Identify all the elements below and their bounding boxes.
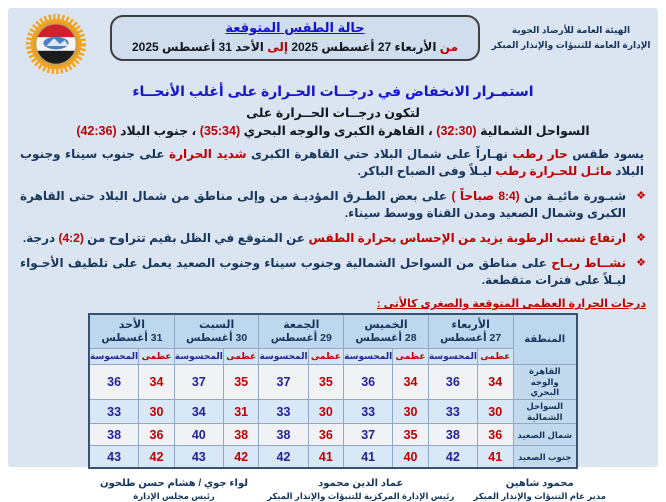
day-column-header (259, 314, 344, 349)
max-temp-cell: 35 (308, 365, 344, 400)
text-run: السواحل الشمالية (476, 124, 590, 138)
felt-temp-cell: 42 (259, 446, 308, 469)
max-temp-cell: 41 (477, 446, 513, 469)
max-temp-cell: 35 (223, 365, 259, 400)
max-temp-cell: 36 (139, 424, 175, 446)
max-subheader: عظمى (393, 349, 429, 365)
day-column-header (174, 314, 259, 349)
felt-subheader: المحسوسة (344, 349, 393, 365)
bullet-text (20, 189, 626, 220)
signature-chairman (100, 478, 248, 502)
signatures-footer (14, 469, 652, 502)
forecast-bullet-fog (14, 188, 652, 222)
felt-temp-cell: 38 (259, 424, 308, 446)
org-department: الإدارة العامة للتنبؤات والإنذار المبكر (491, 40, 651, 51)
felt-temp-cell: 33 (89, 400, 139, 424)
forecast-bullet-humidity (14, 230, 652, 247)
logo-container (14, 13, 98, 76)
text-run: (42:36) (76, 124, 117, 138)
day-name: الخميس (364, 318, 408, 331)
felt-temp-cell: 43 (89, 446, 139, 469)
max-temp-cell: 38 (223, 424, 259, 446)
felt-temp-cell: 33 (259, 400, 308, 424)
region-cell: شمال الصعيد (513, 424, 577, 446)
text-run: عن المتوقع في الظل بقيم تتراوح من (83, 231, 309, 246)
max-temp-cell: 34 (477, 365, 513, 400)
text-run: شبـورة مائيـة من (519, 189, 626, 204)
ema-sun-emblem-icon (24, 14, 88, 76)
felt-temp-cell: 38 (89, 424, 139, 446)
max-temp-cell: 30 (393, 400, 429, 424)
day-name: الأحد (118, 318, 145, 331)
day-date: 29 أغسطس (270, 332, 332, 345)
text-run: إلى (263, 40, 288, 54)
forecast-details (14, 146, 652, 289)
text-run: (8:4 صباحاً ) (451, 189, 520, 204)
signature-name: عماد الدين محمود (318, 478, 404, 490)
felt-temp-cell: 37 (259, 365, 308, 400)
table-row (89, 446, 577, 469)
table-subheader-row (89, 349, 577, 365)
max-temp-cell: 30 (139, 400, 175, 424)
text-run: ارتفاع نسب الرطوبة يزيد من الإحساس بحرارة الطقس (308, 231, 626, 246)
text-run: على بعض الطـرق المؤديـة من وإلى مناطق من شمال البلاد حتى القاهرة الكبرى وشمال الصعيد ومدن القناة ووسط سيناء. (20, 189, 626, 221)
text-run: الأربعاء 27 أغسطس 2025 (287, 40, 437, 54)
max-temp-cell: 36 (477, 424, 513, 446)
signature-title: رئيس مجلس الإدارة (133, 491, 215, 502)
day-column-header (428, 314, 513, 349)
bullet-text (23, 231, 626, 245)
text-run: على جنوب سيناء وجنوب البلاد (20, 147, 644, 179)
text-run: مائـل للحـرارة رطب (495, 164, 612, 179)
signature-title: مدير عام التنبؤات والإنذار المبكر (473, 491, 606, 502)
max-subheader: عظمى (139, 349, 175, 365)
signature-director (473, 478, 606, 502)
table-row (89, 400, 577, 424)
signature-name: لواء جوي / هشام حسن طلحون (100, 478, 248, 490)
diamond-bullet-icon: ❖ (636, 190, 646, 203)
main-headline: استمـرار الانخفاض في درجــات الحـرارة على أغلب الأنحــاء (132, 83, 534, 99)
max-subheader: عظمى (223, 349, 259, 365)
org-name: الهيئة العامة للأرصاد الجوية (511, 25, 631, 35)
felt-subheader: المحسوسة (89, 349, 139, 365)
max-temp-cell: 41 (308, 446, 344, 469)
day-name: الجمعة (283, 318, 320, 331)
text-run: شديد الحرارة (169, 147, 247, 161)
table-row (89, 365, 577, 400)
text-run: من (436, 40, 458, 54)
max-subheader: عظمى (308, 349, 344, 365)
text-run: ليـلاً وفى الصباح الباكر. (357, 164, 496, 179)
felt-temp-cell: 34 (174, 400, 223, 424)
table-header-row (89, 314, 577, 349)
felt-temp-cell: 40 (174, 424, 223, 446)
diamond-bullet-icon: ❖ (636, 257, 646, 270)
felt-subheader: المحسوسة (174, 349, 223, 365)
max-temp-cell: 30 (308, 400, 344, 424)
temperature-table (88, 313, 578, 469)
temperature-ranges-line (14, 123, 652, 138)
max-subheader: عظمى (477, 349, 513, 365)
bullet-text (20, 256, 626, 287)
table-row (89, 424, 577, 446)
felt-temp-cell: 33 (428, 400, 477, 424)
max-temp-cell: 34 (139, 365, 175, 400)
day-date: 30 أغسطس (186, 332, 248, 345)
text-run: على مناطق من السواحل الشمالية وجنوب سيناء وجنوب الصعيد يعمل على تلطيف الأجـواء ليـلاً على فترات متقطعة. (20, 256, 626, 288)
felt-temp-cell: 43 (174, 446, 223, 469)
region-column-header: المنطقة (513, 314, 577, 365)
organization-block (490, 13, 652, 54)
max-temp-cell: 35 (393, 424, 429, 446)
text-run: درجة. (22, 231, 59, 246)
max-temp-cell: 42 (139, 446, 175, 469)
day-column-header (344, 314, 429, 349)
felt-temp-cell: 37 (344, 424, 393, 446)
day-name: السبت (198, 318, 235, 331)
region-cell: السواحل الشمالية (513, 400, 577, 424)
felt-temp-cell: 42 (428, 446, 477, 469)
felt-temp-cell: 36 (428, 365, 477, 400)
bulletin-date-range (120, 40, 470, 54)
text-run: حار رطب (512, 147, 568, 161)
text-run: يسود طقس (567, 147, 645, 161)
table-caption: درجات الحرارة العظمى المتوقعة والصغرى كالأتى : (376, 298, 646, 311)
header (14, 13, 652, 76)
max-temp-cell: 36 (308, 424, 344, 446)
diamond-bullet-icon: ❖ (636, 232, 646, 245)
text-run: نشــاط ريـاح (551, 256, 626, 271)
max-temp-cell: 30 (477, 400, 513, 424)
text-run: نهـاراً على شمال البلاد حتي القاهرة الكبرى (246, 147, 513, 161)
forecast-paragraph (14, 146, 652, 180)
region-cell: القاهرة والوجه البحري (513, 365, 577, 400)
region-cell: جنوب الصعيد (513, 446, 577, 469)
text-run: ، القاهرة الكبرى والوجه البحري (240, 124, 437, 138)
felt-temp-cell: 36 (89, 365, 139, 400)
forecast-bullet-wind (14, 255, 652, 289)
felt-temp-cell: 37 (174, 365, 223, 400)
felt-subheader: المحسوسة (428, 349, 477, 365)
max-temp-cell: 40 (393, 446, 429, 469)
max-temp-cell: 31 (223, 400, 259, 424)
text-run: الأحد 31 أغسطس 2025 (132, 40, 264, 54)
text-run: (32:30) (436, 124, 477, 138)
felt-temp-cell: 33 (344, 400, 393, 424)
text-run: ، جنوب البلاد (116, 124, 200, 138)
bulletin-title: حالة الطقس المتوقعة (225, 20, 365, 35)
max-temp-cell: 34 (393, 365, 429, 400)
signature-title: رئيس الإدارة المركزية للتنبؤات والإنذار المبكر (267, 491, 455, 502)
day-date: 31 أغسطس (101, 332, 163, 345)
text-run: (4:2) (58, 231, 84, 246)
felt-temp-cell: 36 (344, 365, 393, 400)
day-date: 27 أغسطس (440, 332, 502, 345)
signature-central-admin-head (267, 478, 454, 502)
day-name: الأربعاء (451, 318, 490, 331)
day-date: 28 أغسطس (355, 332, 417, 345)
max-temp-cell: 42 (223, 446, 259, 469)
bulletin-panel (8, 8, 658, 502)
felt-subheader: المحسوسة (259, 349, 308, 365)
signature-name: محمود شاهين (505, 478, 574, 490)
headline-subtitle: لتكون درجــات الحــرارة على (246, 106, 420, 120)
day-column-header (89, 314, 174, 349)
felt-temp-cell: 41 (344, 446, 393, 469)
text-run: (35:34) (199, 124, 241, 138)
title-box (110, 15, 480, 61)
felt-temp-cell: 38 (428, 424, 477, 446)
